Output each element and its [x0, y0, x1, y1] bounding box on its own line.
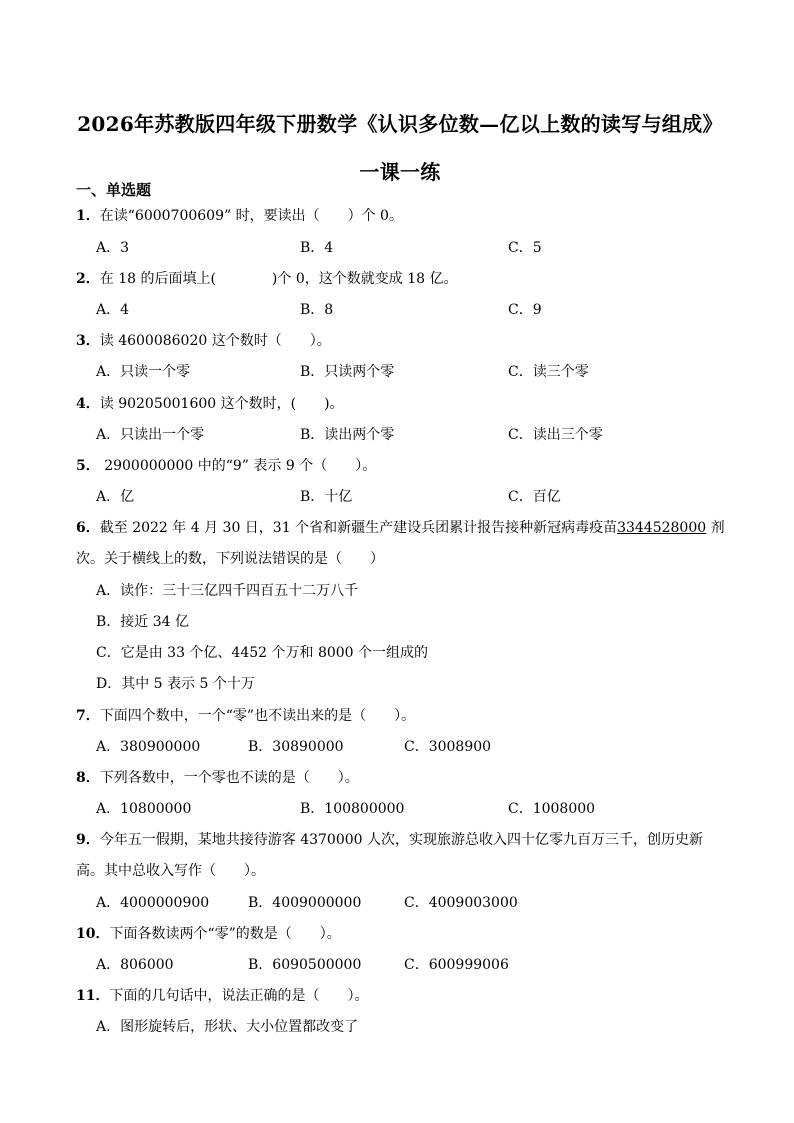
- question-text: 2900000000 中的“9” 表示 9 个（ ）。: [99, 458, 377, 474]
- question-8: [76, 768, 726, 788]
- option-b[interactable]: B．4: [300, 240, 334, 256]
- option-c[interactable]: C．读三个零: [508, 364, 589, 380]
- options-row: [96, 799, 736, 819]
- question-number: 6．: [76, 520, 100, 536]
- option-a[interactable]: A．只读一个零: [96, 364, 191, 380]
- options-row: [96, 238, 736, 258]
- question-number: 4．: [76, 396, 100, 412]
- question-number: 10．: [76, 926, 110, 942]
- question-text: 读 4600086020 这个数时（ ）。: [99, 333, 331, 349]
- question-text: 下面四个数中，一个“零”也不读出来的是（ ）。: [99, 708, 416, 724]
- question-1: [76, 206, 726, 226]
- question-9: [76, 825, 726, 887]
- option-a[interactable]: A．读作：三十三亿四千四百五十二万八千: [96, 583, 359, 599]
- option-c[interactable]: C．5: [508, 240, 542, 256]
- option-b[interactable]: B．100800000: [300, 801, 405, 817]
- option-a[interactable]: A．3: [96, 240, 130, 256]
- option-d[interactable]: D．其中 5 表示 5 个十万: [96, 676, 255, 692]
- document-title: 2026年苏教版四年级下册数学《认识多位数—亿以上数的读写与组成》一课一练: [77, 112, 723, 184]
- question-number: 1．: [76, 208, 100, 224]
- underlined-number: 3344528000: [617, 520, 707, 536]
- options-row: [96, 425, 736, 445]
- question-text: 截至 2022 年 4 月 30 日，31 个省和新疆生产建设兵团累计报告接种新冠病毒疫苗: [99, 520, 618, 536]
- option-a[interactable]: A．10800000: [96, 801, 192, 817]
- question-7: [76, 706, 726, 726]
- question-number: 2．: [76, 271, 100, 287]
- question-number: 7．: [76, 708, 100, 724]
- question-text: 下面各数读两个“零”的数是（ ）。: [109, 926, 341, 942]
- question-text: 下列各数中，一个零也不读的是（ ）。: [99, 770, 359, 786]
- options-row: [96, 893, 736, 913]
- question-number: 5．: [76, 458, 100, 474]
- question-text: 今年五一假期，某地共接待游客 4370000 人次，实现旅游总收入四十亿零九百万三千，创历史新高。其中总收入写作（ ）。: [76, 832, 703, 879]
- option-c[interactable]: C．百亿: [508, 489, 561, 505]
- option-a[interactable]: A．亿: [96, 489, 135, 505]
- options-row: [96, 737, 736, 757]
- question-number: 9．: [76, 832, 100, 848]
- option-c[interactable]: C．9: [508, 302, 542, 318]
- question-text: 下面的几句话中，说法正确的是（ ）。: [109, 988, 369, 1004]
- question-number: 8．: [76, 770, 100, 786]
- question-10: [76, 924, 726, 944]
- option-b[interactable]: B．4009000000: [248, 895, 362, 911]
- question-5: [76, 456, 726, 476]
- question-11: [76, 986, 726, 1006]
- options-row: [96, 955, 736, 975]
- option-b[interactable]: B．只读两个零: [300, 364, 395, 380]
- option-c[interactable]: C．1008000: [508, 801, 596, 817]
- option-b[interactable]: B．8: [300, 302, 334, 318]
- question-text: 在读“6000700609” 时，要读出（ ）个 0。: [99, 208, 403, 224]
- option-b[interactable]: B．30890000: [248, 739, 344, 755]
- option-b[interactable]: B．读出两个零: [300, 427, 395, 443]
- option-c[interactable]: C．3008900: [404, 739, 492, 755]
- options-row: [96, 362, 736, 382]
- option-a[interactable]: A．只读出一个零: [96, 427, 205, 443]
- option-c[interactable]: C．600999006: [404, 957, 509, 973]
- option-b[interactable]: B．接近 34 亿: [96, 614, 190, 630]
- option-c[interactable]: C．它是由 33 个亿、4452 个万和 8000 个一组成的: [96, 645, 429, 661]
- option-a[interactable]: A．图形旋转后，形状、大小位置都改变了: [96, 1019, 359, 1035]
- question-3: [76, 331, 726, 351]
- question-text-continued: 剂次。关于横线上的数，下列说法错误的是（ ）: [76, 520, 725, 567]
- option-a[interactable]: A．806000: [96, 957, 174, 973]
- option-c[interactable]: C．读出三个零: [508, 427, 603, 443]
- question-text: 读 90205001600 这个数时，( )。: [99, 396, 344, 412]
- option-b[interactable]: B．6090500000: [248, 957, 362, 973]
- question-number: 3．: [76, 333, 100, 349]
- option-a[interactable]: A．4000000900: [96, 895, 210, 911]
- option-b[interactable]: B．十亿: [300, 489, 353, 505]
- question-text: 在 18 的后面填上( )个 0，这个数就变成 18 亿。: [99, 271, 458, 287]
- options-row: [96, 300, 736, 320]
- option-a[interactable]: A．380900000: [96, 739, 201, 755]
- question-2: [76, 269, 726, 289]
- option-c[interactable]: C．4009003000: [404, 895, 518, 911]
- option-a[interactable]: A．4: [96, 302, 130, 318]
- options-row: [96, 487, 736, 507]
- section-heading: 一、单选题: [76, 181, 152, 199]
- question-6: [76, 513, 726, 575]
- question-4: [76, 394, 726, 414]
- question-number: 11．: [76, 988, 110, 1004]
